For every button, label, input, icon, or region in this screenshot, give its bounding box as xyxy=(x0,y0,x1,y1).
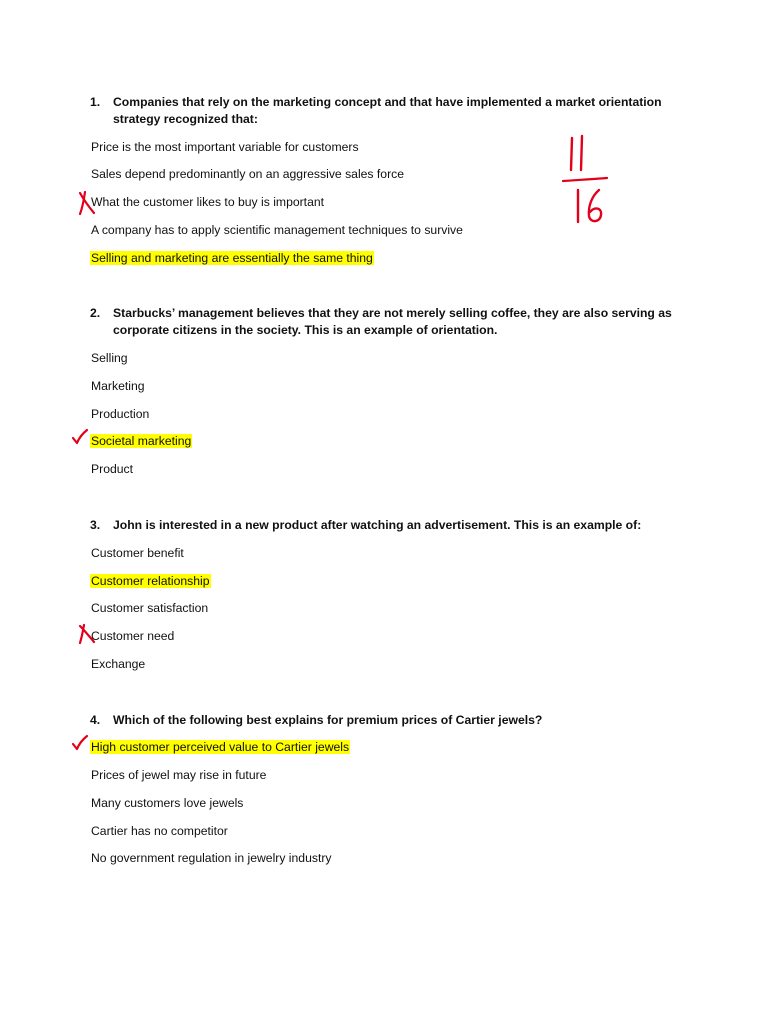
q4-option-3: Many customers love jewels xyxy=(91,796,244,810)
question-1-number: 1. xyxy=(90,95,101,109)
q2-option-1: Selling xyxy=(91,351,128,365)
question-2-number: 2. xyxy=(90,306,101,320)
q1-option-1: Price is the most important variable for customers xyxy=(91,140,359,154)
q2-option-2: Marketing xyxy=(91,379,145,393)
q1-option-4: A company has to apply scientific management techniques to survive xyxy=(91,223,463,237)
q2-option-3: Production xyxy=(91,407,150,421)
question-2-text: Starbucks’ management believes that they are not merely selling coffee, they are also serving as corporate citizens in the society. This is an example of orientation. xyxy=(113,306,672,337)
handwritten-score xyxy=(555,130,615,230)
question-3-stem xyxy=(90,517,690,534)
question-2-stem xyxy=(90,305,690,339)
q3-option-5: Exchange xyxy=(91,657,146,671)
question-3-number: 3. xyxy=(90,518,101,532)
q3-cross-mark-icon xyxy=(76,623,98,645)
q1-cross-mark-icon xyxy=(76,190,98,216)
q3-option-1: Customer benefit xyxy=(91,546,184,560)
q3-option-3: Customer satisfaction xyxy=(91,601,209,615)
q4-option-4: Cartier has no competitor xyxy=(91,824,228,838)
q3-option-2-highlighted: Customer relationship xyxy=(91,574,210,588)
q4-option-5: No government regulation in jewelry industry xyxy=(91,851,332,865)
question-1-stem xyxy=(90,94,690,128)
q1-option-3: What the customer likes to buy is important xyxy=(91,195,325,209)
q1-option-5-highlighted: Selling and marketing are essentially the same thing xyxy=(91,251,373,265)
q4-option-1-highlighted: High customer perceived value to Cartier jewels xyxy=(91,740,350,754)
question-4-stem xyxy=(90,712,690,729)
q1-option-2: Sales depend predominantly on an aggressive sales force xyxy=(91,167,405,181)
q2-option-4-highlighted: Societal marketing xyxy=(91,434,192,448)
q2-check-mark-icon xyxy=(70,428,90,448)
score-denominator-six xyxy=(589,190,601,221)
q4-check-mark-icon xyxy=(70,734,90,754)
question-4-text: Which of the following best explains for premium prices of Cartier jewels? xyxy=(113,713,543,727)
question-1-text: Companies that rely on the marketing concept and that have implemented a market orientation strategy recognized that: xyxy=(113,95,662,126)
q2-option-5: Product xyxy=(91,462,134,476)
score-numerator-one-a xyxy=(571,138,572,170)
q4-option-2: Prices of jewel may rise in future xyxy=(91,768,267,782)
question-4-number: 4. xyxy=(90,713,101,727)
q3-option-4: Customer need xyxy=(91,629,175,643)
score-fraction-bar xyxy=(563,178,607,181)
score-numerator-one-b xyxy=(581,136,582,170)
question-3-text: John is interested in a new product after watching an advertisement. This is an example of: xyxy=(113,518,642,532)
